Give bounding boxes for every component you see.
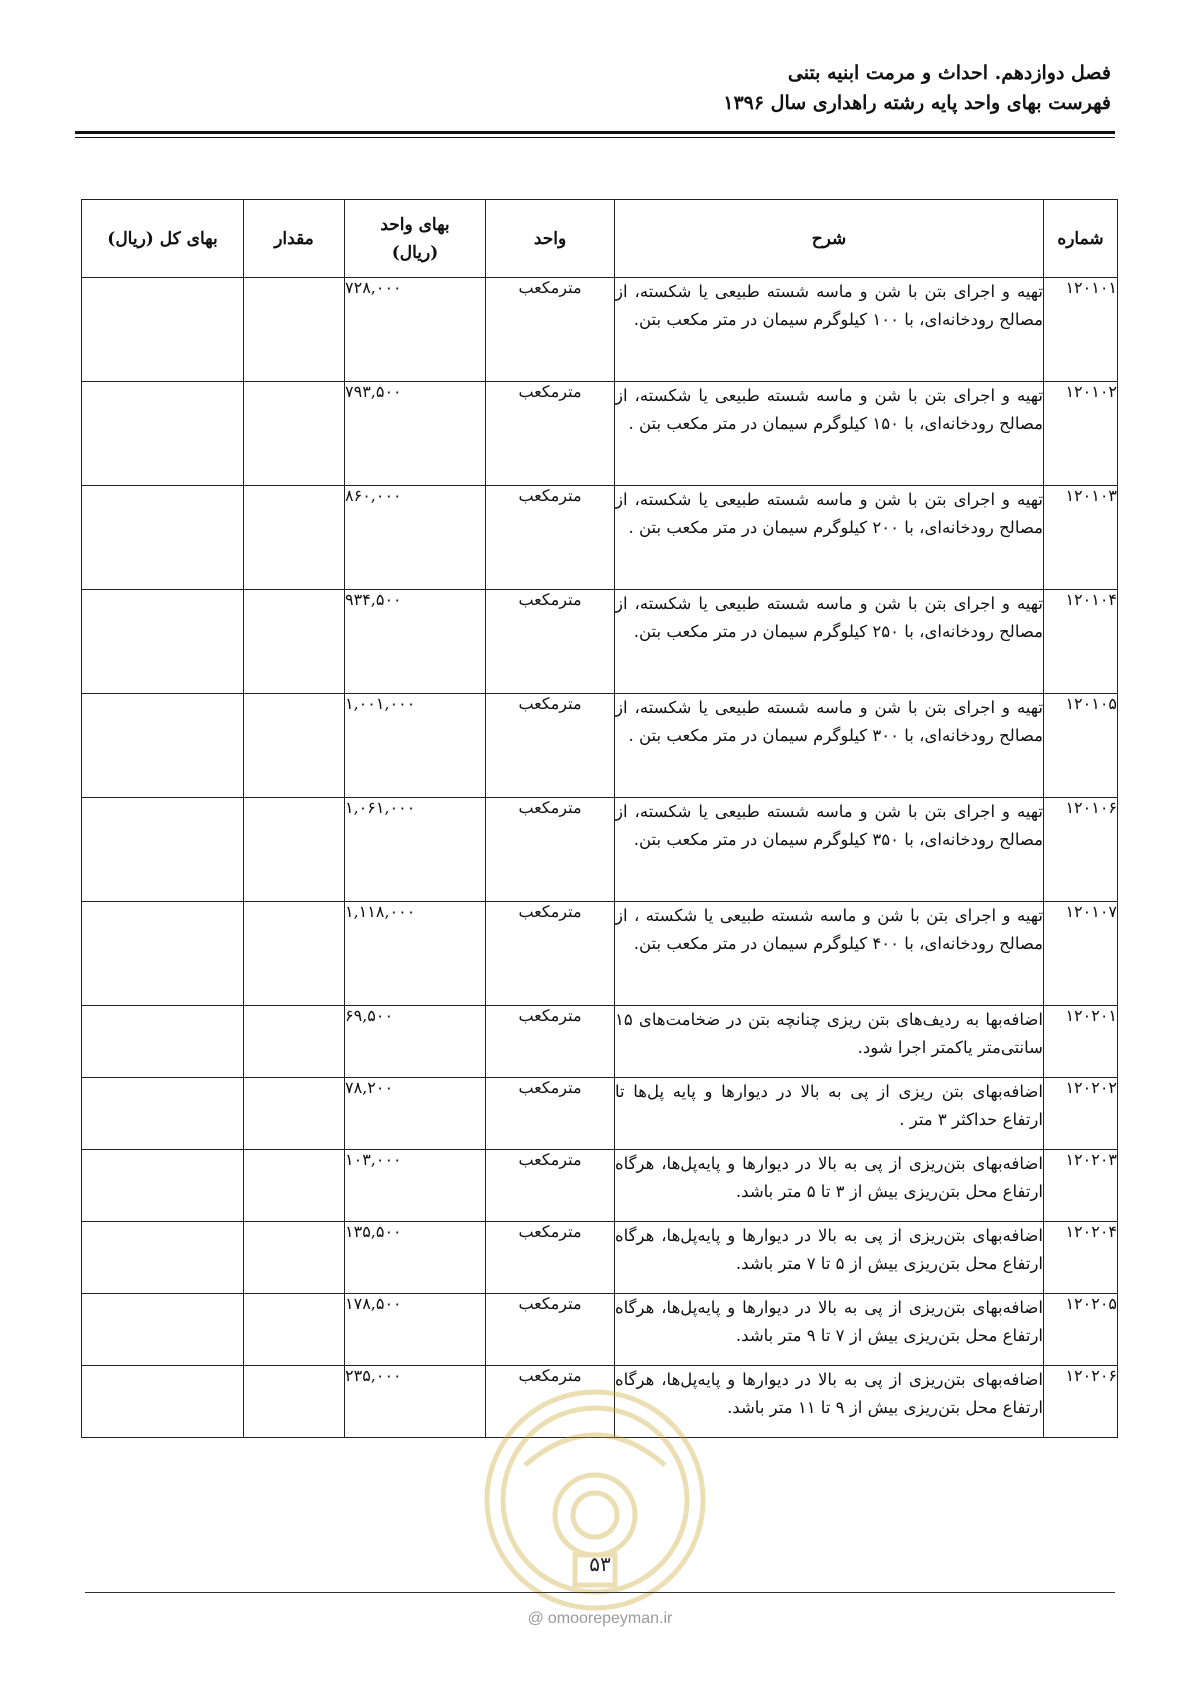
row-unit: مترمکعب (486, 694, 615, 798)
header-unit: واحد (486, 200, 615, 278)
table-row (82, 694, 1118, 798)
row-description: تهیه و اجرای بتن با شن و ماسه شسته طبیعی یا شکسته، از مصالح رودخانه‌ای، با ۲۵۰ کیلوگرم سیمان در متر مکعب بتن. (615, 590, 1044, 694)
row-total-price (82, 1222, 244, 1294)
row-total-price (82, 1294, 244, 1366)
table-row (82, 486, 1118, 590)
chapter-title: فصل دوازدهم. احداث و مرمت ابنیه بتنی (787, 62, 1111, 84)
row-description: اضافه‌بها به ردیف‌های بتن ریزی چنانچه بتن در ضخامت‌های ۱۵ سانتی‌متر یاکمتر اجرا شود. (615, 1006, 1044, 1078)
row-total-price (82, 590, 244, 694)
row-number: ۱۲۰۲۰۵ (1044, 1294, 1118, 1366)
header-description: شرح (615, 200, 1044, 278)
row-total-price (82, 798, 244, 902)
header-unit-price-currency: (ریال) (391, 242, 439, 263)
row-number: ۱۲۰۱۰۱ (1044, 278, 1118, 382)
row-unit: مترمکعب (486, 382, 615, 486)
row-description: اضافه‌بهای بتن ریزی از پی به بالا در دیوارها و پایه پل‌ها تا ارتفاع حداکثر ۳ متر . (615, 1078, 1044, 1150)
row-unit-price: ۱,۰۶۱,۰۰۰ (345, 798, 486, 902)
row-unit-price: ۱۷۸,۵۰۰ (345, 1294, 486, 1366)
row-unit-price: ۲۳۵,۰۰۰ (345, 1366, 486, 1438)
row-total-price (82, 1078, 244, 1150)
header-number: شماره (1044, 200, 1118, 278)
table-header-row (82, 200, 1118, 278)
row-total-price (82, 1006, 244, 1078)
table-row (82, 1294, 1118, 1366)
table-row (82, 1150, 1118, 1222)
row-number: ۱۲۰۱۰۳ (1044, 486, 1118, 590)
row-unit-price: ۷۲۸,۰۰۰ (345, 278, 486, 382)
table-row (82, 382, 1118, 486)
row-description: اضافه‌بهای بتن‌ریزی از پی به بالا در دیوارها و پایه‌پل‌ها، هرگاه ارتفاع محل بتن‌ریزی بیش از ۳ تا ۵ متر باشد. (615, 1150, 1044, 1222)
row-description: تهیه و اجرای بتن با شن و ماسه شسته طبیعی یا شکسته، از مصالح رودخانه‌ای، با ۱۰۰ کیلوگرم سیمان در متر مکعب بتن. (615, 278, 1044, 382)
table-row (82, 1222, 1118, 1294)
document-title: فهرست بهای واحد پایه رشته راهداری سال ۱۳۹۶ (723, 92, 1111, 114)
watermark-text (470, 1610, 730, 1628)
header-unit-price-label: بهای واحد (380, 214, 450, 235)
table-row (82, 902, 1118, 1006)
header-quantity: مقدار (244, 200, 345, 278)
row-number: ۱۲۰۱۰۲ (1044, 382, 1118, 486)
row-number: ۱۲۰۲۰۳ (1044, 1150, 1118, 1222)
header-rule-thick (75, 131, 1115, 134)
row-quantity (244, 382, 345, 486)
row-unit-price: ۱۰۳,۰۰۰ (345, 1150, 486, 1222)
row-quantity (244, 278, 345, 382)
row-unit-price: ۱۳۵,۵۰۰ (345, 1222, 486, 1294)
table-row (82, 1366, 1118, 1438)
row-quantity (244, 590, 345, 694)
row-description: تهیه و اجرای بتن با شن و ماسه شسته طبیعی یا شکسته ، از مصالح رودخانه‌ای، با ۴۰۰ کیلوگرم سیمان در متر مکعب بتن. (615, 902, 1044, 1006)
row-quantity (244, 694, 345, 798)
table-row (82, 590, 1118, 694)
price-list-table (81, 199, 1118, 1438)
row-description: تهیه و اجرای بتن با شن و ماسه شسته طبیعی یا شکسته، از مصالح رودخانه‌ای، با ۱۵۰ کیلوگرم سیمان در متر مکعب بتن . (615, 382, 1044, 486)
row-description: اضافه‌بهای بتن‌ریزی از پی به بالا در دیوارها و پایه‌پل‌ها، هرگاه ارتفاع محل بتن‌ریزی بیش از ۷ تا ۹ متر باشد. (615, 1294, 1044, 1366)
row-quantity (244, 1150, 345, 1222)
row-quantity (244, 486, 345, 590)
table-row (82, 278, 1118, 382)
row-description: تهیه و اجرای بتن با شن و ماسه شسته طبیعی یا شکسته، از مصالح رودخانه‌ای، با ۳۰۰ کیلوگرم سیمان در متر مکعب بتن . (615, 694, 1044, 798)
row-unit: مترمکعب (486, 798, 615, 902)
row-unit: مترمکعب (486, 590, 615, 694)
table-row (82, 1006, 1118, 1078)
row-total-price (82, 278, 244, 382)
row-unit: مترمکعب (486, 902, 615, 1006)
row-unit-price: ۱,۱۱۸,۰۰۰ (345, 902, 486, 1006)
row-description: تهیه و اجرای بتن با شن و ماسه شسته طبیعی یا شکسته، از مصالح رودخانه‌ای، با ۳۵۰ کیلوگرم سیمان در متر مکعب بتن. (615, 798, 1044, 902)
row-unit-price: ۷۹۳,۵۰۰ (345, 382, 486, 486)
table-row (82, 1078, 1118, 1150)
row-quantity (244, 1222, 345, 1294)
row-unit-price: ۶۹,۵۰۰ (345, 1006, 486, 1078)
row-quantity (244, 1366, 345, 1438)
row-description: اضافه‌بهای بتن‌ریزی از پی به بالا در دیوارها و پایه‌پل‌ها، هرگاه ارتفاع محل بتن‌ریزی بیش از ۵ تا ۷ متر باشد. (615, 1222, 1044, 1294)
row-number: ۱۲۰۱۰۵ (1044, 694, 1118, 798)
row-unit: مترمکعب (486, 1366, 615, 1438)
row-description: اضافه‌بهای بتن‌ریزی از پی به بالا در دیوارها و پایه‌پل‌ها، هرگاه ارتفاع محل بتن‌ریزی بیش از ۹ تا ۱۱ متر باشد. (615, 1366, 1044, 1438)
row-quantity (244, 1078, 345, 1150)
row-unit: مترمکعب (486, 1150, 615, 1222)
header-unit-price (345, 200, 486, 278)
row-total-price (82, 486, 244, 590)
page-header (71, 58, 1111, 118)
row-unit-price: ۸۶۰,۰۰۰ (345, 486, 486, 590)
row-unit: مترمکعب (486, 1222, 615, 1294)
row-unit: مترمکعب (486, 278, 615, 382)
row-number: ۱۲۰۲۰۲ (1044, 1078, 1118, 1150)
row-quantity (244, 1006, 345, 1078)
row-unit-price: ۱,۰۰۱,۰۰۰ (345, 694, 486, 798)
header-rule-thin (75, 137, 1115, 138)
row-total-price (82, 694, 244, 798)
footer-rule (85, 1592, 1115, 1593)
row-total-price (82, 382, 244, 486)
row-unit: مترمکعب (486, 1006, 615, 1078)
row-number: ۱۲۰۲۰۶ (1044, 1366, 1118, 1438)
row-number: ۱۲۰۲۰۴ (1044, 1222, 1118, 1294)
row-number: ۱۲۰۱۰۷ (1044, 902, 1118, 1006)
row-description: تهیه و اجرای بتن با شن و ماسه شسته طبیعی یا شکسته، از مصالح رودخانه‌ای، با ۲۰۰ کیلوگرم سیمان در متر مکعب بتن . (615, 486, 1044, 590)
row-total-price (82, 1366, 244, 1438)
row-quantity (244, 902, 345, 1006)
row-unit: مترمکعب (486, 486, 615, 590)
row-unit-price: ۹۳۴,۵۰۰ (345, 590, 486, 694)
at-icon: @ (527, 1610, 544, 1627)
row-quantity (244, 1294, 345, 1366)
row-number: ۱۲۰۱۰۴ (1044, 590, 1118, 694)
row-number: ۱۲۰۱۰۶ (1044, 798, 1118, 902)
row-unit: مترمکعب (486, 1294, 615, 1366)
row-unit-price: ۷۸,۲۰۰ (345, 1078, 486, 1150)
header-total-price: بهای کل (ریال) (82, 200, 244, 278)
row-quantity (244, 798, 345, 902)
watermark-url: omoorepeyman.ir (547, 1610, 673, 1627)
page-number: ۵۳ (589, 1552, 611, 1576)
row-total-price (82, 1150, 244, 1222)
row-total-price (82, 902, 244, 1006)
row-number: ۱۲۰۲۰۱ (1044, 1006, 1118, 1078)
row-unit: مترمکعب (486, 1078, 615, 1150)
table-row (82, 798, 1118, 902)
